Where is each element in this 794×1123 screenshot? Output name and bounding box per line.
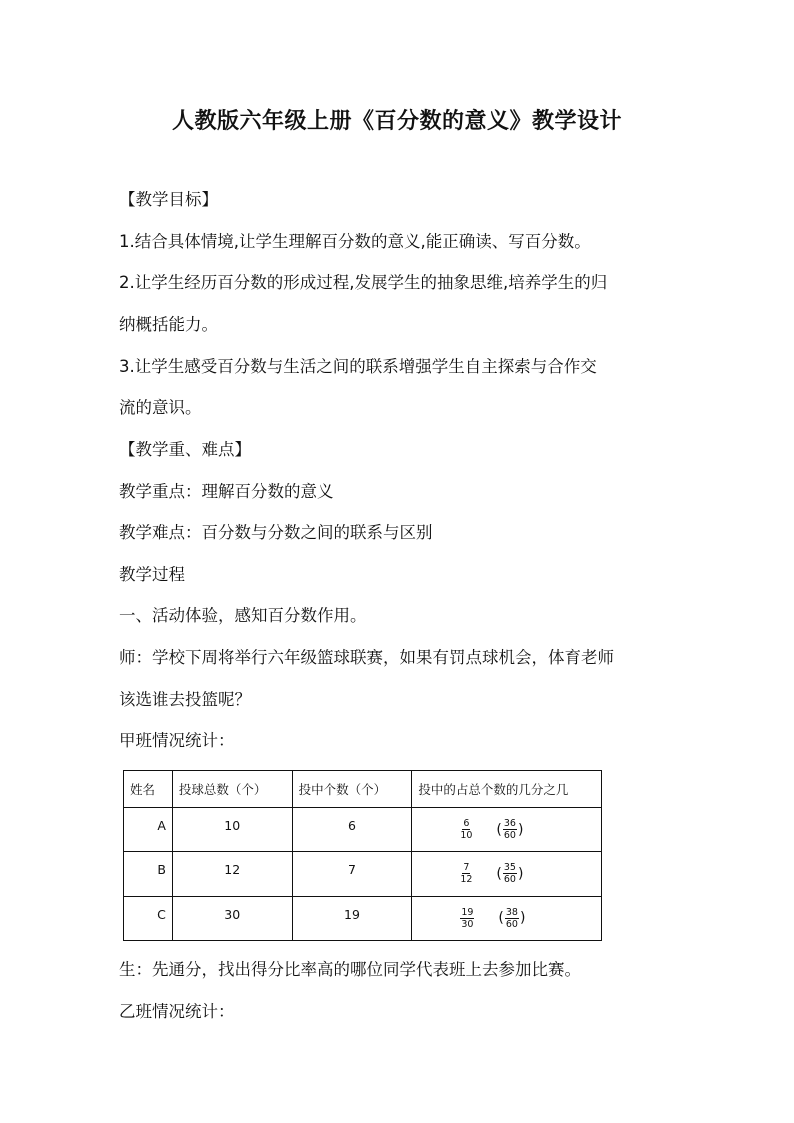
cell-total: 30: [172, 896, 292, 940]
cell-hits: 6: [292, 808, 412, 852]
teacher-line-2: 该选谁去投篮呢？: [119, 690, 251, 709]
table-row: [124, 852, 602, 896]
heading-process: 教学过程: [119, 565, 185, 584]
section-one-heading: 一、活动体验，感知百分数作用。: [119, 606, 367, 625]
cell-name: B: [124, 852, 173, 896]
cell-name: A: [124, 808, 173, 852]
cell-fraction: [412, 852, 602, 896]
difficult-point: 教学难点：百分数与分数之间的联系与区别: [119, 523, 433, 542]
table-row: [124, 896, 602, 940]
document-title: 人教版六年级上册《百分数的意义》教学设计: [171, 108, 622, 134]
student-answer: 生：先通分，找出得分比率高的哪位同学代表班上去参加比赛。: [119, 960, 581, 979]
converted-fraction: ( 35 60 ): [496, 862, 524, 886]
heading-key-points: 【教学重、难点】: [119, 440, 251, 459]
class-a-stats-table: [123, 770, 602, 941]
cell-total: 10: [172, 808, 292, 852]
header-hits: 投中个数（个）: [292, 771, 412, 808]
header-fraction: 投中的占总个数的几分之几: [412, 771, 602, 808]
table-header-row: [124, 771, 602, 808]
goal-3-line-1: 3.让学生感受百分数与生活之间的联系增强学生自主探索与合作交: [119, 357, 597, 376]
header-total: 投球总数（个）: [172, 771, 292, 808]
key-point: 教学重点：理解百分数的意义: [119, 482, 334, 501]
table-row: [124, 808, 602, 852]
fraction: $\frac{7}{12}$: [460, 862, 473, 886]
fraction: $\frac{19}{30}$: [461, 906, 474, 930]
goal-3-line-2: 流的意识。: [119, 398, 202, 417]
goal-1: 1.结合具体情境,让学生理解百分数的意义,能正确读、写百分数。: [119, 232, 591, 251]
header-name: 姓名: [124, 771, 173, 808]
cell-fraction: [412, 896, 602, 940]
cell-total: 12: [172, 852, 292, 896]
class-a-stats-label: 甲班情况统计：: [119, 731, 235, 750]
class-b-stats-label: 乙班情况统计：: [119, 1002, 235, 1021]
cell-fraction: [412, 808, 602, 852]
converted-fraction: ( 36 60 ): [496, 818, 524, 842]
cell-hits: 19: [292, 896, 412, 940]
goal-2-line-2: 纳概括能力。: [119, 315, 218, 334]
teacher-line-1: 师：学校下周将举行六年级篮球联赛，如果有罚点球机会，体育老师: [119, 648, 614, 667]
heading-teaching-goals: 【教学目标】: [119, 190, 218, 209]
cell-hits: 7: [292, 852, 412, 896]
fraction: $\frac{6}{10}$: [460, 818, 473, 842]
cell-name: C: [124, 896, 173, 940]
converted-fraction: ( 38 60 ): [498, 906, 526, 930]
goal-2-line-1: 2.让学生经历百分数的形成过程,发展学生的抽象思维,培养学生的归: [119, 273, 608, 292]
